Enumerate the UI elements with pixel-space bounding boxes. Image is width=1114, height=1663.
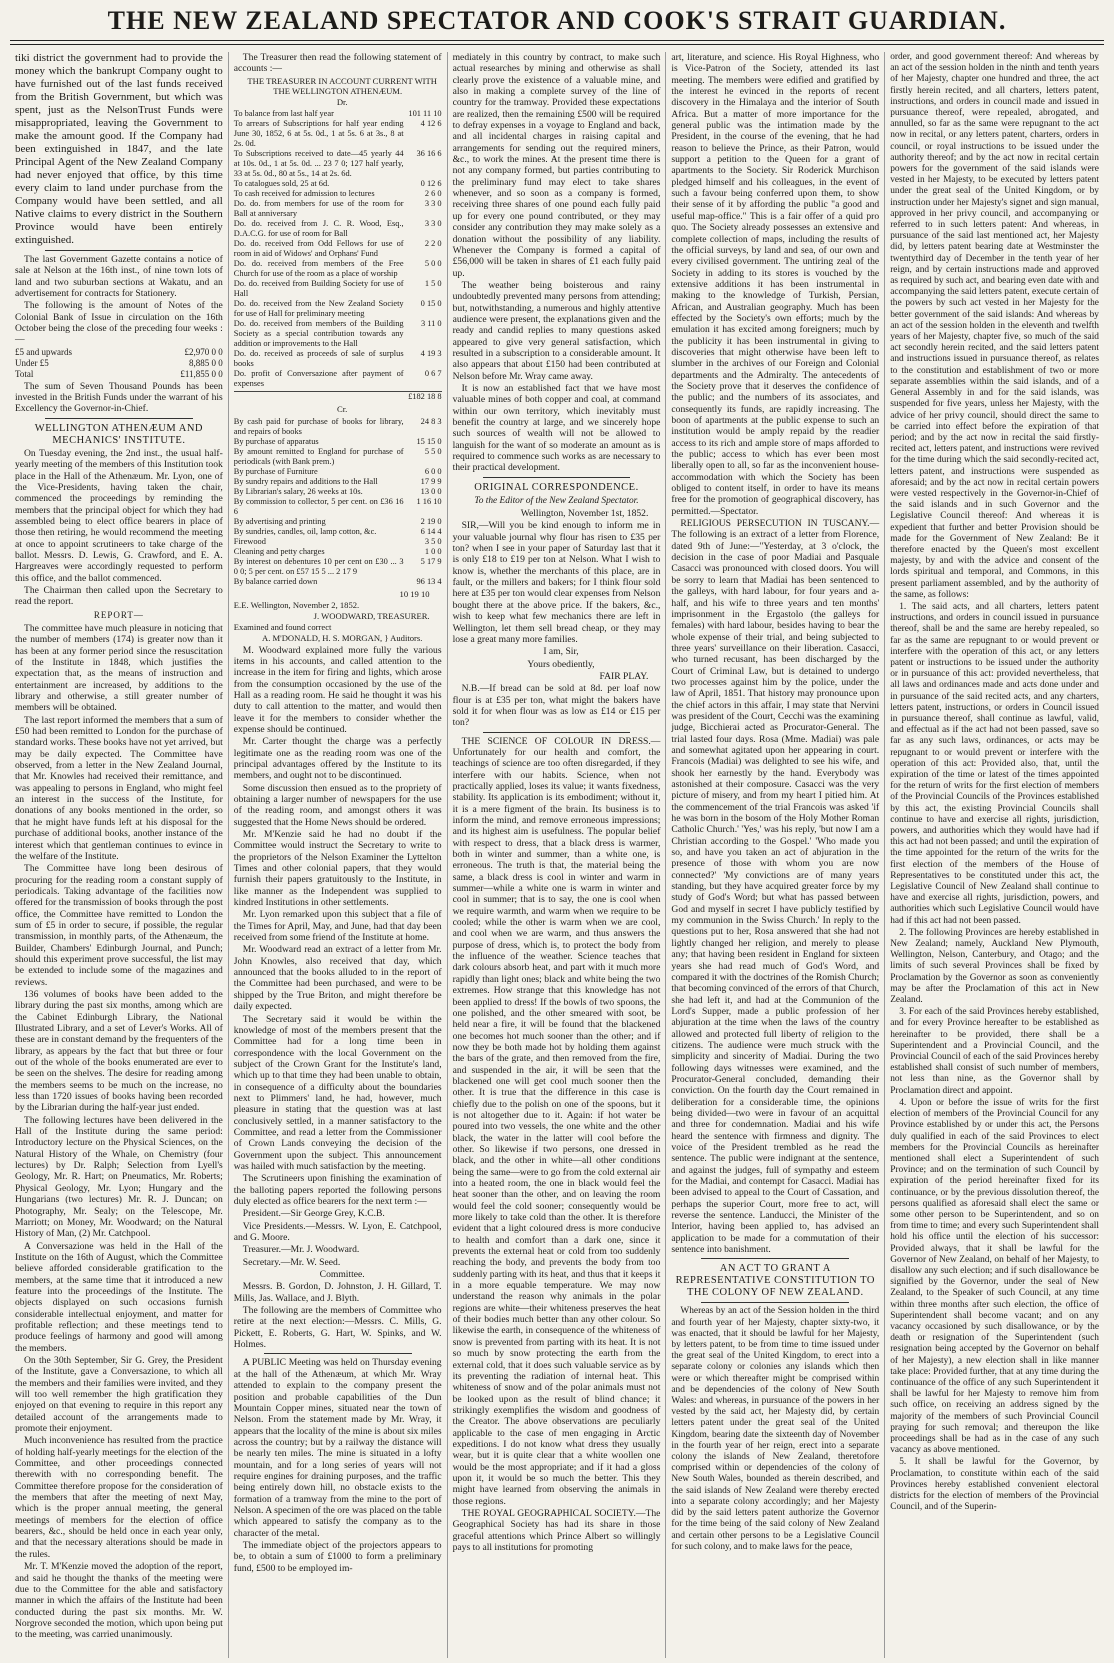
account-amount: 2 2 0 [424, 239, 442, 249]
account-credit-label: Cr. [337, 404, 348, 415]
paragraph: 3. For each of the said Provinces hereby established, and for every Province hereafter to be established as hereinafter to be provided, there shall be a Superintendent and a Provincial Council, and the Provincial Council of each of the said Provinces hereby established shall consist of such number of members, not less than nine, as the Governor shall by Proclamation direct and appoint. [890, 1007, 1099, 1096]
paragraph: RELIGIOUS PERSECUTION IN TUSCANY.—The following is an extract of a letter from Florence, dated 9th of June:—"Yesterday, at 3 o'clock, the decision in the case of poor Madiai and Pasquale Casacci was pronounced with closed doors. You will be sorry to learn that Madiai has been sentenced to the galleys, with hard labour, for four years and a-half, and his wife to three years and ten months' imprisonment in the Ergastolo (the galleys for females) with hard labour, besides having to bear the whole expense of their trial, and being subjected to three years' surveillance on their liberation. Casacci, who turned recusant, has been discharged by the Court of Criminal Law, but is detained to undergo two processes against him by the police, under the law of April, 1851. That history may pronounce upon the chief actors in this affair, I may state that Nervini was president of the Court, Cecchi was the examining judge, Bicchierai acted as Procurator-General. The trial lasted four days. Rosa (Mme. Madiai) was pale and somewhat agitated upon her appearing in court. Francois (Madiai) was delighted to see his wife, and shook her earnestly by the hand. Everybody was astonished at their composure. Casacci was the very picture of misery, and from my heart I pitied him. At the commencement of the trial Francois was asked 'if he was born in the bosom of the Holy Mother Roman Catholic Church.' 'Yes,' was his reply, 'but now I am a Christian according to the Gospel.' 'Who made you so, and have you taken an act of abjuration in the presence of those with whom you are now connected?' 'My convictions are of many years standing, but they have acquired greater force by my study of God's Word; but what has passed between God and myself in secret I have publicly testified by my communion in the Swiss Church.' In reply to the questions put to her, Rosa answered that she had not lightly changed her religion, and merely to please any; that having been resident in England for sixteen years she had read much of God's Word, and compared it with the doctrines of the Romish Church; that becoming convinced of the errors of that Church, she had left it, and had at the Communion of the Lord's Supper, made a public profession of her abjuration at the time when the laws of the country allowed and protected full liberty of religion to the citizens. The audience were much struck with the simplicity and sincerity of Madiai. During the two following days witnesses were examined, and the Procurator-General concluded, demanding their conviction. On the fourth day the Court remained in deliberation for a considerable time, the opinions being divided—two were in favour of an acquittal and three for condemnation. Madiai and his wife heard the sentence with firmness and dignity. The voice of the President trembled as he read the sentence. The public were indignant at the sentence, and against the judges, full of sympathy and esteem for the Madiai, and contempt for Casacci. Madiai has been advised to appeal to the Court of Cassation, and perhaps the superior Court, more free to act, will reverse the sentence. Landucci, the Minister of the Interior, having been applied to, has advised an application to be made for a commutation of their sentence into banishment. [671, 518, 880, 1256]
account-title: THE TREASURER IN ACCOUNT CURRENT WITH THE WELLINGTON ATHENÆUM. [247, 75, 438, 96]
debit-row [234, 109, 442, 119]
account-amount: 3 5 0 [424, 536, 442, 546]
paragraph: Treasurer.—Mr. J. Woodward. [242, 1244, 360, 1256]
account-item: Do. do. received from the New Zealand Society for use of Hall for preliminary meeting [233, 299, 404, 319]
credit-row [234, 447, 442, 467]
account-item: Do. do. received from J. C. R. Wood, Esq., D.A.C.G. for use of room for Ball [233, 219, 404, 239]
account-item: By purchase of apparatus [233, 436, 319, 446]
bank-notes-table [15, 347, 223, 381]
debit-row [234, 299, 442, 319]
account-item: Do. do. received from members of the Free Church for use of the room as a place of worship [233, 259, 404, 279]
credit-row [234, 487, 442, 497]
debit-row [234, 279, 442, 299]
credit-row [234, 437, 442, 447]
account-item: Do. profit of Conversazione after payment of expenses [233, 369, 404, 389]
account-item: Do. do. received from members of the Building Society as a special contribution towards any addition or improvements to the Hall [233, 319, 404, 349]
paragraph: President.—Sir George Grey, K.C.B. [242, 1208, 385, 1220]
account-item: By interest on debentures 10 per cent on £30 ... 3 0 0; 5 per cent. on £57 15 5 ... 2 17 9 [233, 556, 404, 576]
credit-row [234, 577, 442, 587]
account-amount: 24 8 3 [420, 416, 442, 426]
debit-row [234, 219, 442, 239]
total-value: £182 18 8 [404, 392, 442, 403]
notes-label: Total [15, 369, 34, 380]
account-amount: 13 0 0 [420, 486, 442, 496]
column-2 [229, 52, 448, 1658]
debit-row [234, 199, 442, 219]
account-item: By sundry repairs and additions to the Hall [233, 476, 378, 486]
paragraph: 5. It shall be lawful for the Governor, by Proclamation, to constitute within each of the said Provinces hereby established convenient electoral districts for the election of members of the Provincial Council, and of the Superin- [890, 1457, 1099, 1513]
account-item: To cash received for admission to lectures [233, 189, 375, 199]
account-item: By Librarian's salary, 26 weeks at 10s. [233, 486, 363, 496]
credit-row [234, 537, 442, 547]
account-item: By amount remitted to England for purchase of periodicals (with Bank prem.) [233, 446, 404, 466]
account-amount: 4 12 6 [420, 119, 442, 129]
notes-row [15, 369, 223, 380]
account-item: To Subscriptions received to date—45 yearly 44 at 10s. 0d., 1 at 5s. 0d. ... 23 7 0; 127 half yearly, 33 at 5s. 0d., 80 at 5s., 14 at 2s. 6d. [233, 149, 404, 179]
paragraph: art, literature, and science. His Royal Highness, who is Vice-Patron of the Society, attended its last meeting. The members were edified and gratified by the interest he evinced in the reports of recent discovery in the Himalaya and the interior of South Africa. But a matter of more importance for the general public was the intimation made by the President, in the course of the evening, that he had reason to believe the Prince, as their Patron, would support a petition to the Queen for a grant of apartments to the Society. Sir Roderick Murchison pledged himself and his colleagues, in the event of such a favour being conferred upon them, to show their sense of it by affording the public "a good and useful map-office." This is a fair offer of a quid pro quo. The Society already possesses an extensive and complete collection of maps, including the results of the official surveys, by land and sea, of our own and every civilised government. The untiring zeal of the Society in adding to its stores is vouched by the extensive additions it has been instrumental in making to the knowledge of Turkish, Persian, African, and Australian geography. Much has been effected by the Society's own efforts; much by the emulation it has excited among foreigners; much by the publicity it has been instrumental in giving to discoveries that might otherwise have been left to slumber in the archives of our Foreign and Colonial departments and the Admiralty. The antecedents of the Society prove that it deserves the confidence of the public; and the numbers of its associates, and consequently its funds, are rapidly increasing. The boon of apartments at the public expense to such an institution would be amply repaid by the readier access to its rich and ample store of maps afforded to the public; access to which has ever been most liberally open to all, so far as the inconvenient house-accommodation with which the Society has been obliged to content itself, in order to have its means free for the promotion of geographical discovery, has permitted.—Spectator. [671, 52, 880, 517]
debit-row [234, 189, 442, 199]
paragraph: The Secretary said it would be within the knowledge of most of the members present that the Committee had for a long time been in correspondence with the local Government on the subject of the Crown Grant for the Institute's land, which up to that time they had been unable to obtain, in consequence of a difficulty about the boundaries next to Plimmers' land, he had, however, much pleasure in stating that the question was at last conclusively settled, in a manner satisfactory to the Committee, and read a letter from the Commissioner of Crown Lands conveying the decision of the Government upon the subject. This announcement was hailed with much satisfaction by the meeting. [233, 1013, 442, 1172]
notes-label: Under £5 [15, 358, 49, 369]
column-5 [885, 52, 1104, 1658]
letter-closing: Yours obediently, [527, 658, 595, 670]
divider [483, 732, 631, 733]
debit-row [234, 349, 442, 369]
account-amount: 3 11 0 [420, 319, 442, 329]
notes-value: £11,855 0 0 [180, 369, 223, 380]
column-4 [666, 52, 885, 1658]
debit-row [234, 179, 442, 189]
debit-total [234, 391, 442, 402]
paragraph: The immediate object of the projectors appears to be, to obtain a sum of £1000 to form a preliminary fund, £500 to be employed im- [233, 1539, 442, 1574]
subheading: REPORT— [93, 609, 144, 620]
paragraph: 2. The following Provinces are hereby established in New Zealand; namely, Auckland New Plymouth, Wellington, Nelson, Canterbury, and Otago; and the limits of such several Provinces shall be fixed by Proclamation by the Governor as soon as conveniently may be after the Proclamation of this act in New Zealand. [890, 927, 1099, 1006]
account-amount: 0 15 0 [420, 299, 442, 309]
paragraph: N.B.—If bread can be sold at 8d. per loaf now flour is at £35 per ton, what might the bakers have sold it for when flour was as low as £14 or £15 per ton? [452, 683, 661, 729]
account-item: To arrears of Subscriptions for half year ending June 30, 1852, 6 at 5s. 0d., 1 at 5s. 6 at 3s., 8 at 2s. 0d. [233, 119, 404, 149]
paragraph: mediately in this country by contract, to make such actual researches by mining and otherwise as shall clearly prove the existence of a valuable mine, and also in making a complete survey of the line of country for the tramway. Provided these expectations are realized, then the remaining £500 will be required to defray expenses in a voyage to England and back, and all incidental charges in raising capital and arrangements for sending out the required miners, &c., to work the mines. At the present time there is not any company formed, but parties contributing to the preliminary fund may elect to take shares whenever, and so soon as a company is formed, receiving three shares of one pound each fully paid up for every one pound contributed, or they may consider any contribution they may make solely as a donation without the possibility of any liability. Whenever the Company is formed a capital of £56,000 will be taken in shares of £1 each fully paid up. [452, 52, 661, 279]
account-amount: 5 17 9 [420, 556, 442, 566]
credit-row [234, 557, 442, 577]
account-amount: 3 3 0 [424, 219, 442, 229]
account-item: By sundries, candles, oil, lamp cotton, &c. [233, 526, 377, 536]
paragraph: The Scrutineers upon finishing the examination of the balloting papers reported the following persons duly elected as office bearers for the next term :— [233, 1173, 442, 1208]
paragraph: The sum of Seven Thousand Pounds has been invested in the British Funds under the warrant of his Excellency the Governor-in-Chief. [15, 380, 223, 415]
dateline: Wellington, November 1st, 1852. [520, 508, 649, 520]
account-amount: 2 6 0 [424, 189, 442, 199]
account-amount: 1 5 0 [424, 279, 442, 289]
account-amount: 6 0 0 [424, 466, 442, 476]
divider [483, 477, 631, 478]
paragraph: The following lectures have been delivered in the Hall of the Institute during the same period: Introductory lecture on the Physical Sciences, on the Natural History of the Whale, on Chemistry (four lectures) by Dr. Ralph; Selection from Lyell's Geology, Mr. R. Hart; on Pneumatics, Mr. Roberts; Physical Geology, Mr. Lyon; Hungary and the Hungarians (two lectures) Mr. R. J. Duncan; on Photography, Mr. Sealy; on the Telescope, Mr. Marriott; on Money, Mr. Woodward; on the Natural History of Man, (2) Mr. Catchpool. [15, 1114, 223, 1240]
masthead-rule-thin [10, 44, 1104, 45]
account-amount: 15 15 0 [416, 436, 442, 446]
account-item: By cash paid for purchase of books for library, and repairs of books [233, 416, 404, 436]
paragraph: The last Government Gazette contains a notice of sale at Nelson at the 16th inst., of nine town lots of land and two suburban sections at Wakatu, and an advertisement for contracts for Stationery. [15, 254, 223, 300]
debit-row [234, 149, 442, 179]
paragraph: tiki district the government had to provide the money which the bankrupt Company ought to have furnished out of the last funds received from the British Government, but which was spent, just as the NelsonTrust Funds were misappropriated, leaving the Government to make the amount good. If the Company had been extinguished in 1847, and the late Principal Agent of the New Zealand Company had never enjoyed that office, by this time every claim to land under purchase from the Company would have been settled, and all Native claims to every district in the Southern Province would have been entirely extinguished. [15, 52, 223, 246]
masthead-rule [10, 40, 1104, 41]
paragraph: Committee. [319, 1269, 365, 1281]
debit-table [234, 109, 442, 389]
account-item: Do. do. received from Odd Fellows for use of room in aid of Widows' and Orphans' Fund [233, 239, 404, 259]
divider [264, 1353, 412, 1354]
signature-line: J. WOODWARD, TREASURER. [313, 610, 430, 621]
signature-line: A. M'DONALD, H. S. MORGAN, } Auditors. [262, 633, 423, 644]
paragraph: The Chairman then called upon the Secretary to read the report. [15, 584, 223, 608]
account-item: Do. do. from members for use of the room for Ball at anniversary [233, 199, 404, 219]
account-debit-label: Dr. [336, 97, 348, 108]
paragraph: 1. The said acts, and all charters, letters patent instructions, and orders in council issued in pursuance thereof, shall be and the same are hereby repealed, so far as the same are repugnant to or would prevent or interfere with the operation of this act, or any letters patent or instructions to be issued under the authority or in pursuance of this act: provided nevertheless, that all laws and ordinances made and acts done under and in pursuance of the said recited acts, and any charters, letters patent, instructions, or orders in Council issued in pursuance thereof, shall continue as lawful, valid, and effectual as if the act had not been passed, save so far as any such laws, ordinances, or acts may be repugnant to or would prevent or interfere with the operation of this act: Provided also, that, until the expiration of the time or latest of the times appointed for the return of writs for the first election of members of the Provincial Councils of the Provinces established by this act, the existing Provincial Councils shall continue to have and exercise all rights, jurisdiction, powers, and authorities which they would have had if this act had not been passed; and until the expiration of the time appointed for the return of the writs for the first election of the members of the House of Representatives to be constituted under this act, the Legislative Council of New Zealand shall continue to have and exercise all rights, jurisdiction, powers, and authorities which such Legislative Council would have had if this act had not been passed. [890, 601, 1099, 926]
paragraph: Messrs. B. Gordon, D. Johnston, J. H. Gillard, T. Mills, Jas. Wallace, and J. Blyth. [233, 1281, 442, 1304]
credit-row [234, 477, 442, 487]
paragraph: On the 30th September, Sir G. Grey, the President of the Institute, gave a Conversazione, to which all the members and their families were invited, and they will too well remember the high gratification they enjoyed on that evening to require in this report any detailed account of the arrangements made to promote their enjoyment. [15, 1354, 223, 1435]
account-item: Do. do. received as proceeds of sale of surplus books [233, 349, 404, 369]
account-amount: 0 12 6 [420, 179, 442, 189]
account-item: To balance from last half year [233, 109, 334, 119]
paragraph: order, and good government thereof: And whereas by an act of the session holden in the ninth and tenth years of her Majesty, chapter one hundred and three, the act firstly herein recited, and all charters, letters patent, instructions, and orders in council made and issued in pursuance thereof, were repealed, abrogated, and annulled, so far as the same were repugnant to the act now in recital, or any letters patent, charters, orders in council, or royal instructions to be issued under the authority thereof; and by the act now in recital certain powers for the government of the said islands were vested in her Majesty, to be executed by letters patent under the great seal of the United Kingdom, or by instruction under her Majesty's signet and sign manual, approved in her privy council, and accompanying or referred to in such letters patent: And whereas, in pursuance of the said last mentioned act, her Majesty did, by letters patent bearing date at Westminster the twentythird day of December in the tenth year of her reign, and by certain instructions made and approved as required by such act, and bearing even date with and accompanying the said letters patent, execute certain of the powers by such act vested in her Majesty for the better government of the said islands: And whereas by an act of the session holden in the eleventh and twelfth years of her Majesty, chapter five, so much of the said act secondly herein recited, and the said letters patent and instructions issued in pursuance thereof, as relates to the constitution and establishment of two or more separate assemblies within the said islands, and of a General Assembly in and for the said islands, was suspended for five years, unless her Majesty, with the advice of her privy council, should direct the same to be carried into effect before the expiration of that period; and by the act now in recital the said firstly-recited act, letters patent, and instructions were revived for the time during which the said secondly-recited act, letters patent, and instructions were suspended as aforesaid; and by the act now in recital certain powers were vested respectively in the Governor-in-Chief of the said islands and in such Governor and the Legislative Council thereof: And whereas it is expedient that further and better Provision should be made for the Government of New Zealand: Be it therefore enacted by the Queen's most excellent majesty, by and with the advice and consent of the lords spiritual and temporal, and Commons, in this present parliament assembled, and by the authority of the same, as follows: [890, 52, 1099, 600]
paragraph: Some discussion then ensued as to the propriety of obtaining a larger number of newspapers for the use of the reading room, and amongst others it was suggested that the Home News should be ordered. [233, 782, 442, 828]
notes-value: 8,885 0 0 [189, 358, 223, 369]
account-item: Firewood [233, 536, 266, 546]
paragraph: It is now an established fact that we have most valuable mines of both copper and coal, at command within our own territory, which inevitably must benefit the country at large, and we sincerely hope such sources of wealth will not be allowed to languish for the want of so moderate an amount as is required to commence such works as are necessary to their practical development. [452, 382, 661, 474]
account-amount: 4 19 3 [420, 349, 442, 359]
credit-row [234, 547, 442, 557]
notes-row [15, 347, 223, 358]
paragraph: Vice Presidents.—Messrs. W. Lyon, E. Catchpool, and G. Moore. [233, 1220, 442, 1244]
paragraph: M. Woodward explained more fully the various items in his accounts, and called attention to the increase in the item for firing and lights, which arose from the consumption occasioned by the use of the Hall as a reading room. He said he thought it was his duty to call attention to the matter, and would then leave it for the members to consider whether the expense should be continued. [233, 644, 442, 735]
page-columns [10, 52, 1104, 1658]
signature-line: E.E. Wellington, November 2, 1852. [233, 599, 360, 610]
paragraph: The weather being boisterous and rainy undoubtedly prevented many persons from attending; but, notwithstanding, a numerous and highly attentive audience were present, the explanations given and the ready and candid replies to many questions asked appeared to give very general satisfaction, which resulted in a subscription to a considerable amount. It also appears that about £150 had been contributed at Nelson before Mr. Wray came away. [452, 279, 661, 382]
account-amount: 101 11 10 [408, 109, 442, 119]
paragraph: The Treasurer then read the following statement of accounts :— [233, 52, 442, 75]
account-amount: 1 0 0 [424, 546, 442, 556]
divider [45, 250, 193, 251]
signature-line: Examined and found correct [233, 622, 332, 633]
letter-closing: I am, Sir, [543, 646, 579, 658]
debit-row [234, 259, 442, 279]
credit-row [234, 417, 442, 437]
paragraph: Much inconvenience has resulted from the practice of holding half-yearly meetings for the election of the Committee, and other proceedings connected therewith with no corresponding benefit. The Committee therefore propose for the consideration of the members that after the meeting of next May, which is the proper annual meeting, the general meetings of members for the election of office bearers, &c., should be held once in each year only, and that the necessary alterations should be made in the rules. [15, 1435, 223, 1560]
section-heading: AN ACT TO GRANT A REPRESENTATIVE CONSTITUTION TO THE COLONY OF NEW ZEALAND. [675, 1263, 875, 1299]
account-amount: 5 0 0 [424, 259, 442, 269]
debit-row [234, 319, 442, 349]
account-amount: 96 13 4 [416, 576, 442, 586]
paragraph: Mr. T. M'Kenzie moved the adoption of the report, and said he thought the thanks of the meeting were due to the Committee for the able and satisfactory manner in which the affairs of the Institute had been conducted during the past six months. Mr. W. Norgrove seconded the motion, which upon being put to the meeting, was carried unanimously. [15, 1561, 223, 1641]
masthead [0, 0, 1114, 56]
paragraph: 4. Upon or before the issue of writs for the first election of members of the Provincial Council for any Province established by or under this act, the Persons duly qualified in each of the said Provinces to elect members for the Provincial Councils as hereinafter mentioned shall elect a Superintendent of such Province; and on the termination of such Council by expiration of the period hereinafter fixed for its continuance, or by the previous dissolution thereof, the persons qualified as aforesaid shall elect the same or some other person to be Superintendent, and so on from time to time; and every such Superintendent shall hold his office until the election of his successor: Provided always, that it shall be lawful for the Governor of New Zealand, on behalf of her Majesty, to disallow any such election; and if such disallowance be signified by the Governor, under the seal of New Zealand, to the Speaker of such Council, at any time within three months after such election, the office of Superintendent shall become vacant; and on any vacancy occasioned by such disallowance, or by the death or resignation of the Superintendent (such resignation being accepted by the Governor on behalf of her Majesty), a new election shall in like manner take place: Provided further, that at any time during the continuance of the office of any such Superintendent it shall be lawful for her Majesty to remove him from such office, on receiving an address signed by the majority of the members of such Provincial Council praying for such removal; and thereupon the like proceedings shall be had as in the case of any such vacancy as above mentioned. [890, 1097, 1099, 1456]
account-item: Do. do. received from Building Society for use of Hall [233, 279, 404, 299]
subheading: To the Editor of the New Zealand Spectator. [474, 495, 639, 506]
newspaper-title: THE NEW ZEALAND SPECTATOR AND COOK'S STRAIT GUARDIAN. [107, 6, 1007, 35]
account-amount: 6 14 4 [420, 526, 442, 536]
account-item: By commission to collector, 5 per cent. on £36 16 6 [233, 496, 404, 516]
credit-table [234, 417, 442, 587]
paragraph: SIR,—Will you be kind enough to inform me in your valuable journal why flour has risen to £35 per ton? when I see in your paper of Saturday last that it is only £18 to £19 per ton at Nelson. What I wish to know is, whether the merchants of this place, are in fault, or the millers and bakers; for I think flour sold here at £35 per ton would clear expenses from Nelson bought there at the above price. If the bakers, &c., wish to keep what few mechanics there are left in Wellington, let them sell bread cheap, or they may lose a great many more families. [452, 520, 661, 645]
account-amount: 1 16 10 [416, 496, 442, 506]
debit-row [234, 119, 442, 149]
paragraph: The committee have much pleasure in noticing that the number of members (174) is greater now than it has been at any former period since the resuscitation of the Institute in 1848, which justifies the expectation that, as the means of instruction and entertainment are increased, by additions to the library and otherwise, a still greater number of members will be obtained. [15, 622, 223, 714]
divider [701, 1302, 849, 1303]
paragraph: A PUBLIC Meeting was held on Thursday evening at the hall of the Athenæum, at which Mr. Wray attended to explain to the company present the position and probable capabilities of the Dun Mountain Copper mines, situated near the town of Nelson. From the statement made by Mr. Wray, it appears that the locality of the mine is about six miles across the country; but by a railway the distance will be nearly ten miles. The mine is situated in a lofty mountain, and for a long series of years will not require engines for draining purposes, and the traffic being entirely down hill, no obstacle exists to the formation of a tramway from the mine to the port of Nelson. A specimen of the ore was placed on the table which appeared to satisfy the company as to the character of the metal. [233, 1357, 442, 1539]
debit-row [234, 369, 442, 389]
notes-label: £5 and upwards [15, 346, 72, 357]
paragraph: THE ROYAL GEOGRAPHICAL SOCIETY.—The Geographical Society has had its share in those graceful attentions which Prince Albert so willingly pays to all institutions for promoting [452, 1507, 661, 1553]
paragraph: The last report informed the members that a sum of £50 had been remitted to London for the purchase of standard works. These books have not yet arrived, but may be daily expected. The Committee have observed, from a letter in the New Zealand Journal, that Mr. Knowles had received their remittance, and was appealing to persons in England, who might feel an interest in the success of the Institute, for donations of any books mentioned in the order, so that he might have funds left at his disposal for the purchase of additional books, another instance of the interest which that gentleman continues to evince in the welfare of the Institute. [15, 714, 223, 862]
paragraph: Whereas by an act of the Session holden in the third and fourth year of her Majesty, chapter sixty-two, it was enacted, that it should be lawful for her Majesty, by letters patent, to be from time to time issued under the great seal of the United Kingdom, to erect into a separate colony or colonies any islands which then were or which thereafter might be comprised within and be dependencies of the colony of New South Wales: and whereas, in pursuance of the powers in her vested by the said act, her Majesty did, by certain letters patent under the great seal of the United Kingdom, bearing date the sixteenth day of November in the fourth year of her reign, erect into a separate colony the islands of New Zealand, theretofore comprised within or dependencies of the colony of New South Wales, bounded as therein described, and the said islands of New Zealand were thereby erected into a separate colony accordingly; and her Majesty did by the said letters patent authorize the Governor for the time being of the said colony of New Zealand and certain other persons to be a Legislative Council for such colony, and to make laws for the peace, [671, 1306, 880, 1552]
account-item: Cleaning and petty charges [233, 546, 325, 556]
paragraph: The following are the members of Committee who retire at the next election:—Messrs. C. Mills, G. Pickett, E. Roberts, G. Hart, W. Spinks, and W. Holmes. [233, 1305, 442, 1351]
paragraph: THE SCIENCE OF COLOUR IN DRESS.—Unfortunately for our health and comfort, the teachings of science are too often disregarded, if they interfere with our habits. Science, when not practically applied, loses its value; it wants fixedness, stability. Its application is its embodiment; without it, it is a mere figment of the brain. Its business is to inform the mind, and remove erroneous impressions; and its highest aim is usefulness. The popular belief with respect to dress, that a black dress is warmer, both in winter and summer, than a white one, is erroneous. The truth is that, the material being the same, a black dress is cool in winter and warm in summer—while a white one is warm in winter and cool in summer; that is to say, the one is cool when we require warmth, and warm when we require to be cooled; while the other is warm when we are cool, and cool when we are warm, and thus answers the purpose of dress, which is, to protect the body from the influence of the weather. Science teaches that dark colours absorb heat, and part with it much more rapidly than light ones; black and white being the two extremes. How strange that this knowledge has not been applied to dress! If the bowls of two spoons, the one polished, and the other smeared with soot, be held near a fire, it will be found that the blackened one becomes hot much sooner than the other; and if now they be both made hot by holding them against the bars of the grate, and then removed from the fire, and suspended in the air, it will be seen that the blackened one will get cool much sooner then the other. It is true that the difference in this case is chiefly due to the polish on one of the spoons, but it is not altogether due to it. Again: if hot water be poured into two vessels, the one white and the other black, the water in the latter will cool before the other. So likewise if two persons, one dressed in black, and the other in white—all other conditions being the same—were to go from the cold external air into a heated room, the one in black would feel the heat sooner than the other, and on leaving the room would feel the cold sooner; consequently would be more likely to take cold than the other. It is therefore evident that a light coloured dress is more conducive to health and comfort than a dark one, since it prevents the external heat or cold from too suddenly reaching the body, and prevents the body from too suddenly parting with its heat, and thus that it keeps it in a more equable temperature. We may now understand the reason why animals in the polar regions are white—their whiteness preserves the heat of their bodies much better than any other colour. So likewise the earth, in consequence of the whiteness of snow is prevented from parting with its heat. It is not so much by snow protecting the earth from the external cold, that it does such valuable service as by its preventing the radiation of internal heat. This whiteness of snow and of the polar animals must not be looked upon as the result of blind chance; it strikingly exemplifies the wisdom and goodness of the Creator. The above observations are peculiarly applicable to the case of men engaging in Arctic expeditions. I do not know what dress they usually wear, but it is quite clear that a white woollen one would be the most appropriate; and if it had a gloss upon it, it would be so much the better. This they might have learned from observing the animals in those regions. [452, 735, 661, 1507]
credit-row [234, 467, 442, 477]
letter-signature: FAIR PLAY. [599, 670, 649, 682]
credit-row [234, 527, 442, 537]
column-3 [448, 52, 667, 1658]
paragraph: Mr. Lyon remarked upon this subject that a file of the Times for April, May, and June, had that day been received from some friend of the Institute at home. [233, 909, 442, 944]
account-item: By advertising and printing [233, 516, 326, 526]
account-amount: 3 3 0 [424, 199, 442, 209]
paragraph: Mr. M'Kenzie said he had no doubt if the Committee would instruct the Secretary to write to the proprietors of the Nelson Examiner the Lyttelton Times and other colonial papers, that they would furnish their papers gratuitously to the Institute, in like manner as the Independent was supplied to kindred Institutions in other settlements. [233, 829, 442, 909]
divider [701, 1258, 849, 1259]
section-heading: ORIGINAL CORRESPONDENCE. [474, 481, 639, 493]
account-amount: 5 5 0 [424, 446, 442, 456]
account-amount: 2 19 0 [420, 516, 442, 526]
account-item: To catalogues sold, 25 at 6d. [233, 179, 330, 189]
account-amount: 0 6 7 [424, 369, 442, 379]
paragraph: Secretary.—Mr. W. Seed. [242, 1256, 341, 1268]
paragraph: On Tuesday evening, the 2nd inst., the usual half-yearly meeting of the members of this Institution took place in the Hall of the Athenæum. Mr. Lyon, one of the Vice-Presidents, having taken the chair, commenced the proceedings by reminding the members that the principal object for which they had assembled being to elect office bearers in place of those then retiring, he would recommend the meeting at once to appoint scrutineers to take charge of the ballot. Messrs. D. Lewis, G. Crawford, and E. A. Hargreaves were accordingly requested to perform this office, and the ballot commenced. [15, 447, 223, 584]
paragraph: Mr. Carter thought the charge was a perfectly legitimate one as the reading room was one of the principal advantages offered by the Institute to its members, and ought not to be discontinued. [233, 736, 442, 782]
account-item: By purchase of Furniture [233, 466, 318, 476]
paragraph: The Committee have long been desirous of procuring for the reading room a constant supply of periodicals. Taking advantage of the facilities now offered for the transmission of books through the post office, the Committee have remitted to London the sum of £5 in order to secure, if possible, the regular transmission, in monthly parts, of the Athenæum, the Builder, Chambers' Edinburgh Journal, and Punch; should this experiment prove successful, the list may be extended to include some of the magazines and reviews. [15, 863, 223, 988]
notes-row [15, 358, 223, 369]
lead-article [15, 52, 223, 247]
section-heading: WELLINGTON ATHENÆUM AND MECHANICS' INSTITUTE. [34, 422, 203, 446]
account-amount: 17 9 9 [420, 476, 442, 486]
column-1 [10, 52, 229, 1658]
notes-value: £2,970 0 0 [184, 346, 223, 357]
paragraph: A Conversazione was held in the Hall of the Institute on the 16th of August, which the Committee believe afforded considerable gratification to the members, at the same time that it introduced a new feature into the proceedings of the Institute. The objects displayed on such occasions furnish considerable intellectual enjoyment, and matter for profitable reflection; and these meetings tend to produce feelings of harmony and good will among the members. [15, 1240, 223, 1354]
paragraph: The following is the amount of Notes of the Colonial Bank of Issue in circulation on the 16th October being the close of the preceding four weeks :— [15, 300, 223, 346]
paragraph: 136 volumes of books have been added to the library during the past six months, among which are the Cabinet Edinburgh Library, the National Illustrated Library, and a set of Lever's Works. All of these are in constant demand by the frequenters of the library, as appears by the fact that but three or four out of the whole of the books enumerated are ever to be seen on the shelves. The desire for reading among the members seems to be much on the increase, no less than 1720 issues of books having been recorded by the Librarian during the half-year just ended. [15, 988, 223, 1114]
credit-row [234, 497, 442, 517]
subtotal: 10 19 10 [399, 588, 430, 599]
credit-row [234, 517, 442, 527]
account-item: By balance carried down [233, 576, 318, 586]
divider [45, 418, 193, 419]
account-amount: 36 16 6 [416, 149, 442, 159]
debit-row [234, 239, 442, 259]
paragraph: Mr. Woodward read an extract of a letter from Mr. John Knowles, also received that day, which announced that the books alluded to in the report of the Committee had been purchased, and were to be shipped by the True Briton, and might therefore be daily expected. [233, 944, 442, 1013]
